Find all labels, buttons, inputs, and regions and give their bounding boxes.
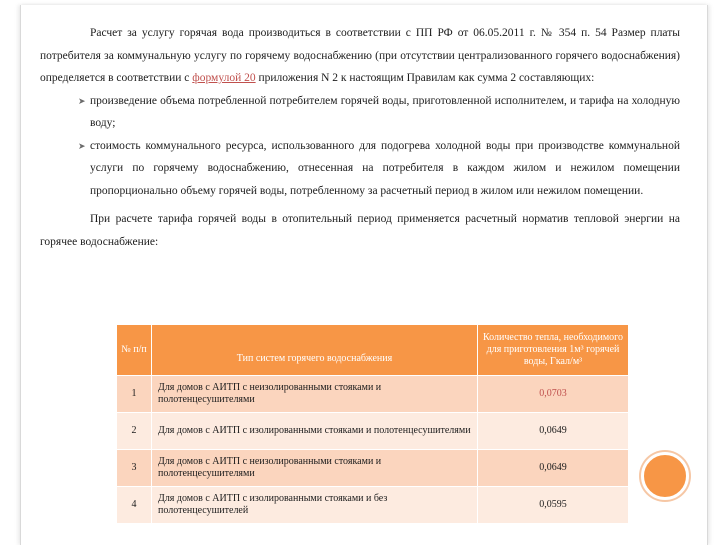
row-num: 1 bbox=[117, 376, 152, 413]
arrow-bullet-icon: ➤ bbox=[78, 140, 86, 151]
table-row bbox=[117, 413, 629, 450]
table-row bbox=[117, 450, 629, 487]
row-num: 2 bbox=[117, 413, 152, 450]
header-num: № п/п bbox=[117, 325, 152, 376]
norm-paragraph: При расчете тарифа горячей воды в отопительный период применяется расчетный норматив тепловой энергии на горячее водоснабжение: bbox=[40, 213, 680, 248]
list-item-text: произведение объема потребленной потребителем горячей воды, приготовленной исполнителем, и тарифа на холодную воду; bbox=[90, 94, 680, 129]
intro-text-end: приложения N 2 к настоящим Правилам как сумма 2 составляющих: bbox=[255, 72, 595, 84]
row-value: 0,0649 bbox=[478, 450, 629, 487]
row-type: Для домов с АИТП с неизолированными стояками и полотенцесушителями bbox=[152, 376, 478, 413]
table-header-row bbox=[117, 325, 629, 376]
list-item-text: стоимость коммунального ресурса, использованного для подогрева холодной воды при производстве коммунальной услуги по горячему водоснабжению, отнесенная на потребителя в каждом жилом и нежилом помещении пропорционально объему горячей воды, потребленному за расчетный период в жилом или нежилом помещении. bbox=[90, 139, 680, 197]
header-value: Количество тепла, необходимого для приготовления 1м³ горячей воды, Гкал/м³ bbox=[478, 325, 629, 376]
list-item bbox=[40, 90, 680, 135]
table-row bbox=[117, 376, 629, 413]
table-row bbox=[117, 487, 629, 524]
list-item bbox=[40, 135, 680, 203]
arrow-bullet-icon: ➤ bbox=[78, 95, 86, 106]
row-type: Для домов с АИТП с неизолированными стояками и полотенцесушителями bbox=[152, 450, 478, 487]
row-num: 3 bbox=[117, 450, 152, 487]
heat-norm-table bbox=[116, 324, 629, 524]
row-type: Для домов с АИТП с изолированными стояками и без полотенцесушителей bbox=[152, 487, 478, 524]
row-value: 0,0649 bbox=[478, 413, 629, 450]
row-type: Для домов с АИТП с изолированными стояками и полотенцесушителями bbox=[152, 413, 478, 450]
row-num: 4 bbox=[117, 487, 152, 524]
header-type: Тип систем горячего водоснабжения bbox=[152, 325, 478, 376]
row-value: 0,0703 bbox=[478, 376, 629, 413]
components-list bbox=[40, 90, 680, 203]
intro-text: Расчет за услугу горячая вода производиться в соответствии с ПП РФ от 06.05.2011 г. № 354 п. 54 Размер платы потребителя за коммунальную услугу по горячему водоснабжению (при отсутствии централизованного горячего водоснабжения) определяется в соответствии с bbox=[40, 27, 680, 84]
decorative-circle bbox=[641, 452, 689, 500]
slide-content bbox=[40, 22, 680, 253]
intro-paragraph bbox=[40, 22, 680, 90]
row-value: 0,0595 bbox=[478, 487, 629, 524]
formula-20-link[interactable]: формулой 20 bbox=[192, 72, 256, 84]
